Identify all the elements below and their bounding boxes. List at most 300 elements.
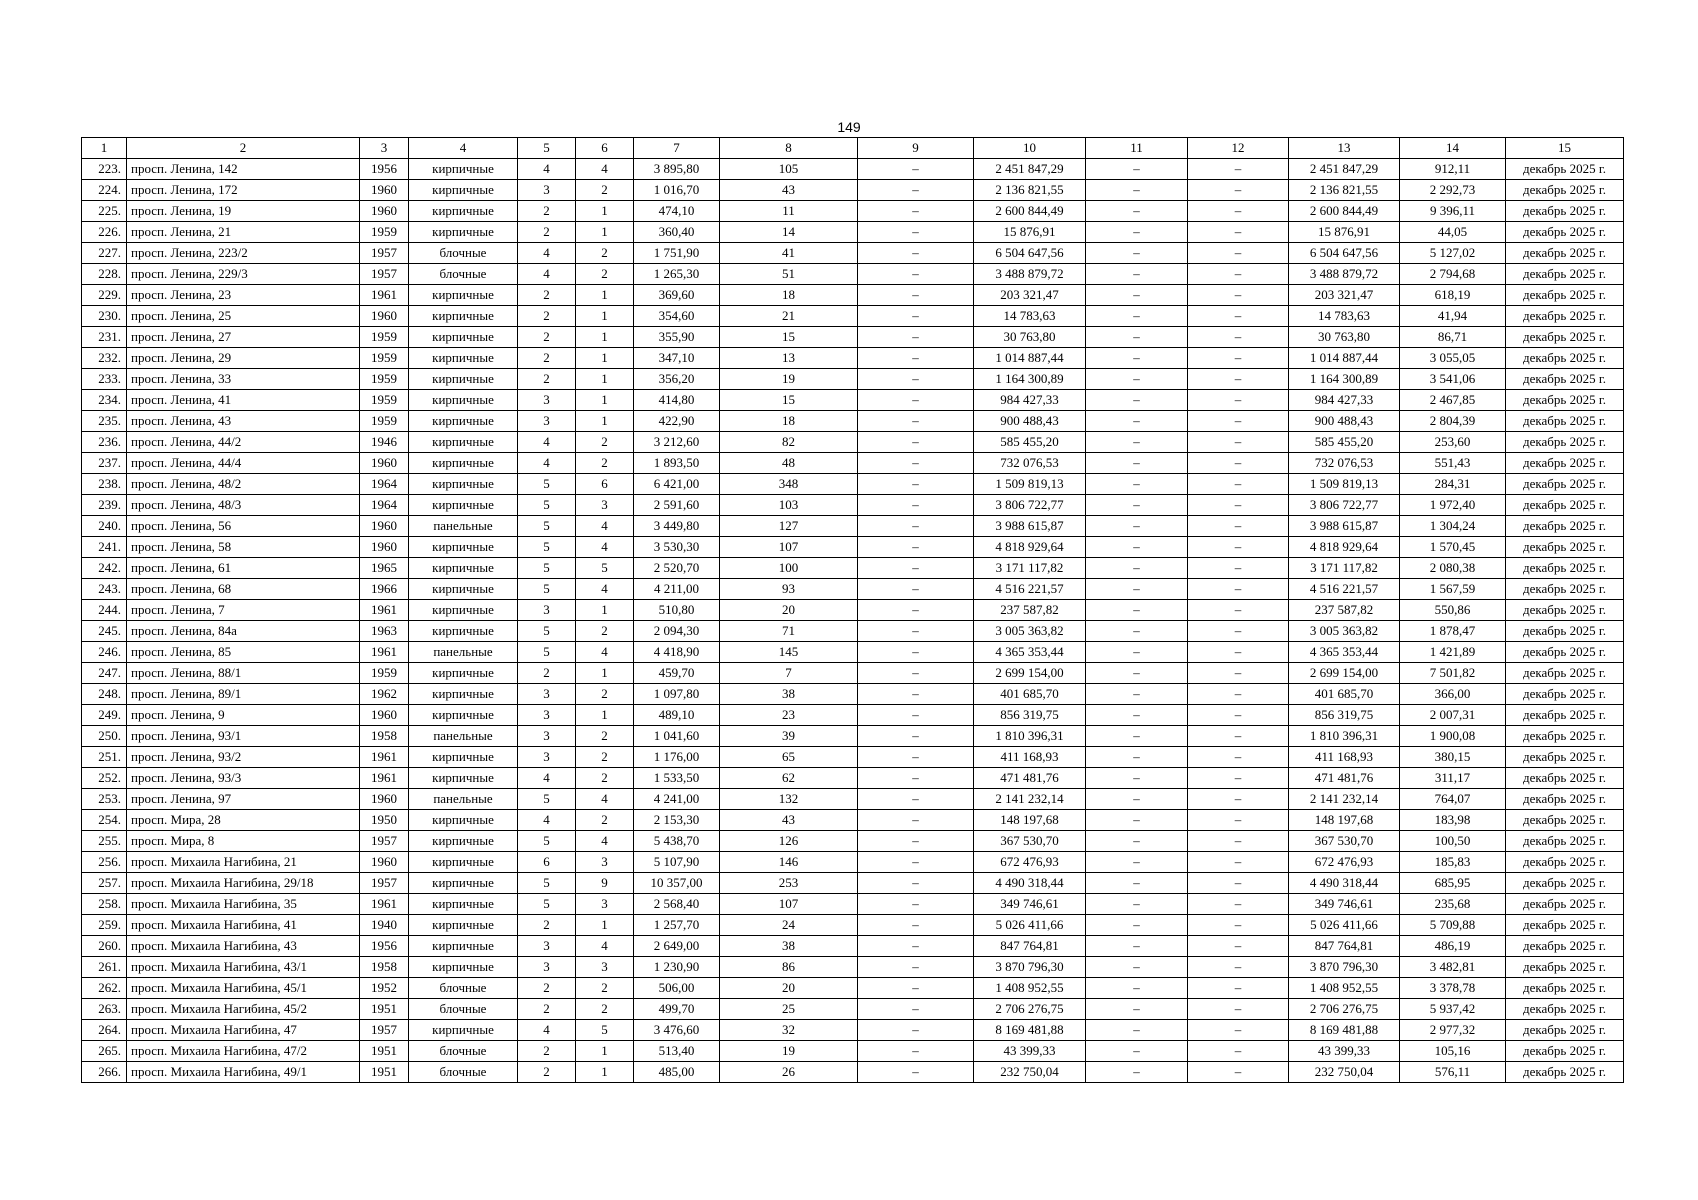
year-built-cell: 1958 [360,957,409,978]
entrances-cell: 2 [576,978,634,999]
entrances-cell: 4 [576,936,634,957]
floors-cell: 3 [518,957,576,978]
table-row [82,999,1624,1020]
wall-material-cell: панельные [409,642,518,663]
entrances-cell: 1 [576,201,634,222]
value-col-11-cell: – [1086,747,1188,768]
wall-material-cell: блочные [409,243,518,264]
deadline-cell: декабрь 2025 г. [1506,810,1624,831]
address-cell: просп. Ленина, 85 [127,642,360,663]
deadline-cell: декабрь 2025 г. [1506,159,1624,180]
value-col-12-cell: – [1188,936,1289,957]
value-col-10-cell: 2 451 847,29 [974,159,1086,180]
value-col-10-cell: 1 408 952,55 [974,978,1086,999]
residents-cell: 93 [720,579,858,600]
floors-cell: 5 [518,516,576,537]
wall-material-cell: кирпичные [409,495,518,516]
total-area-cell: 1 016,70 [634,180,720,201]
value-col-13-cell: 471 481,76 [1289,768,1400,789]
deadline-cell: декабрь 2025 г. [1506,768,1624,789]
value-col-14-cell: 1 900,08 [1400,726,1506,747]
year-built-cell: 1961 [360,747,409,768]
value-col-9-cell: – [858,390,974,411]
residents-cell: 13 [720,348,858,369]
entrances-cell: 2 [576,180,634,201]
row-number-cell: 243. [82,579,127,600]
value-col-9-cell: – [858,810,974,831]
floors-cell: 6 [518,852,576,873]
value-col-14-cell: 551,43 [1400,453,1506,474]
wall-material-cell: кирпичные [409,159,518,180]
year-built-cell: 1959 [360,663,409,684]
column-header: 12 [1188,138,1289,159]
value-col-12-cell: – [1188,579,1289,600]
entrances-cell: 2 [576,999,634,1020]
value-col-14-cell: 41,94 [1400,306,1506,327]
wall-material-cell: панельные [409,516,518,537]
wall-material-cell: кирпичные [409,873,518,894]
value-col-12-cell: – [1188,180,1289,201]
value-col-12-cell: – [1188,348,1289,369]
page-number: 149 [837,119,861,135]
floors-cell: 3 [518,180,576,201]
address-cell: просп. Ленина, 23 [127,285,360,306]
entrances-cell: 4 [576,789,634,810]
year-built-cell: 1961 [360,894,409,915]
value-col-10-cell: 1 509 819,13 [974,474,1086,495]
address-cell: просп. Ленина, 68 [127,579,360,600]
value-col-11-cell: – [1086,327,1188,348]
total-area-cell: 369,60 [634,285,720,306]
wall-material-cell: блочные [409,999,518,1020]
value-col-14-cell: 550,86 [1400,600,1506,621]
column-header: 4 [409,138,518,159]
deadline-cell: декабрь 2025 г. [1506,243,1624,264]
total-area-cell: 3 449,80 [634,516,720,537]
value-col-12-cell: – [1188,390,1289,411]
value-col-9-cell: – [858,201,974,222]
year-built-cell: 1961 [360,642,409,663]
residents-cell: 26 [720,1062,858,1083]
value-col-11-cell: – [1086,222,1188,243]
value-col-12-cell: – [1188,978,1289,999]
value-col-10-cell: 3 806 722,77 [974,495,1086,516]
residents-cell: 15 [720,327,858,348]
wall-material-cell: кирпичные [409,411,518,432]
value-col-14-cell: 1 567,59 [1400,579,1506,600]
address-cell: просп. Михаила Нагибина, 47 [127,1020,360,1041]
value-col-12-cell: – [1188,915,1289,936]
table-row [82,390,1624,411]
floors-cell: 5 [518,894,576,915]
entrances-cell: 1 [576,1041,634,1062]
table-row [82,726,1624,747]
wall-material-cell: кирпичные [409,537,518,558]
deadline-cell: декабрь 2025 г. [1506,915,1624,936]
wall-material-cell: кирпичные [409,1020,518,1041]
value-col-11-cell: – [1086,159,1188,180]
entrances-cell: 1 [576,1062,634,1083]
entrances-cell: 1 [576,306,634,327]
value-col-10-cell: 1 164 300,89 [974,369,1086,390]
deadline-cell: декабрь 2025 г. [1506,369,1624,390]
entrances-cell: 2 [576,768,634,789]
value-col-10-cell: 5 026 411,66 [974,915,1086,936]
value-col-11-cell: – [1086,789,1188,810]
table-row [82,978,1624,999]
value-col-9-cell: – [858,243,974,264]
value-col-14-cell: 105,16 [1400,1041,1506,1062]
table-row [82,936,1624,957]
table-row [82,873,1624,894]
table-row [82,768,1624,789]
total-area-cell: 422,90 [634,411,720,432]
year-built-cell: 1964 [360,474,409,495]
address-cell: просп. Ленина, 93/1 [127,726,360,747]
floors-cell: 2 [518,663,576,684]
value-col-14-cell: 1 570,45 [1400,537,1506,558]
address-cell: просп. Михаила Нагибина, 35 [127,894,360,915]
floors-cell: 3 [518,411,576,432]
table-row [82,621,1624,642]
table-row [82,894,1624,915]
entrances-cell: 1 [576,369,634,390]
floors-cell: 2 [518,999,576,1020]
entrances-cell: 2 [576,264,634,285]
deadline-cell: декабрь 2025 г. [1506,537,1624,558]
address-cell: просп. Ленина, 7 [127,600,360,621]
row-number-cell: 235. [82,411,127,432]
year-built-cell: 1966 [360,579,409,600]
residents-cell: 105 [720,159,858,180]
value-col-9-cell: – [858,1062,974,1083]
address-cell: просп. Михаила Нагибина, 45/2 [127,999,360,1020]
value-col-12-cell: – [1188,831,1289,852]
residents-cell: 24 [720,915,858,936]
value-col-12-cell: – [1188,264,1289,285]
total-area-cell: 355,90 [634,327,720,348]
total-area-cell: 5 438,70 [634,831,720,852]
deadline-cell: декабрь 2025 г. [1506,873,1624,894]
value-col-11-cell: – [1086,411,1188,432]
residents-cell: 132 [720,789,858,810]
deadline-cell: декабрь 2025 г. [1506,936,1624,957]
row-number-cell: 232. [82,348,127,369]
value-col-14-cell: 3 482,81 [1400,957,1506,978]
entrances-cell: 3 [576,852,634,873]
row-number-cell: 250. [82,726,127,747]
wall-material-cell: кирпичные [409,180,518,201]
row-number-cell: 245. [82,621,127,642]
address-cell: просп. Ленина, 27 [127,327,360,348]
row-number-cell: 242. [82,558,127,579]
total-area-cell: 1 230,90 [634,957,720,978]
entrances-cell: 1 [576,390,634,411]
value-col-9-cell: – [858,768,974,789]
wall-material-cell: кирпичные [409,705,518,726]
value-col-10-cell: 3 988 615,87 [974,516,1086,537]
value-col-12-cell: – [1188,600,1289,621]
address-cell: просп. Ленина, 89/1 [127,684,360,705]
floors-cell: 5 [518,642,576,663]
year-built-cell: 1963 [360,621,409,642]
value-col-12-cell: – [1188,810,1289,831]
value-col-12-cell: – [1188,1041,1289,1062]
total-area-cell: 5 107,90 [634,852,720,873]
value-col-13-cell: 5 026 411,66 [1289,915,1400,936]
value-col-14-cell: 486,19 [1400,936,1506,957]
address-cell: просп. Ленина, 44/4 [127,453,360,474]
value-col-10-cell: 411 168,93 [974,747,1086,768]
deadline-cell: декабрь 2025 г. [1506,222,1624,243]
row-number-cell: 263. [82,999,127,1020]
wall-material-cell: кирпичные [409,558,518,579]
value-col-12-cell: – [1188,852,1289,873]
value-col-9-cell: – [858,432,974,453]
value-col-9-cell: – [858,474,974,495]
value-col-11-cell: – [1086,264,1188,285]
total-area-cell: 510,80 [634,600,720,621]
year-built-cell: 1961 [360,285,409,306]
value-col-13-cell: 411 168,93 [1289,747,1400,768]
value-col-9-cell: – [858,285,974,306]
value-col-10-cell: 30 763,80 [974,327,1086,348]
address-cell: просп. Ленина, 61 [127,558,360,579]
value-col-14-cell: 1 304,24 [1400,516,1506,537]
entrances-cell: 4 [576,579,634,600]
value-col-14-cell: 2 794,68 [1400,264,1506,285]
value-col-9-cell: – [858,516,974,537]
floors-cell: 5 [518,537,576,558]
deadline-cell: декабрь 2025 г. [1506,285,1624,306]
row-number-cell: 244. [82,600,127,621]
value-col-9-cell: – [858,852,974,873]
column-header: 3 [360,138,409,159]
value-col-12-cell: – [1188,558,1289,579]
wall-material-cell: кирпичные [409,894,518,915]
year-built-cell: 1959 [360,348,409,369]
address-cell: просп. Ленина, 88/1 [127,663,360,684]
address-cell: просп. Мира, 28 [127,810,360,831]
value-col-14-cell: 2 804,39 [1400,411,1506,432]
residents-cell: 25 [720,999,858,1020]
value-col-11-cell: – [1086,999,1188,1020]
value-col-10-cell: 349 746,61 [974,894,1086,915]
value-col-10-cell: 3 870 796,30 [974,957,1086,978]
address-cell: просп. Ленина, 48/3 [127,495,360,516]
value-col-13-cell: 3 171 117,82 [1289,558,1400,579]
table-row [82,411,1624,432]
value-col-12-cell: – [1188,222,1289,243]
value-col-12-cell: – [1188,453,1289,474]
value-col-14-cell: 284,31 [1400,474,1506,495]
residents-cell: 71 [720,621,858,642]
total-area-cell: 6 421,00 [634,474,720,495]
total-area-cell: 3 895,80 [634,159,720,180]
deadline-cell: декабрь 2025 г. [1506,999,1624,1020]
value-col-13-cell: 3 005 363,82 [1289,621,1400,642]
value-col-13-cell: 367 530,70 [1289,831,1400,852]
wall-material-cell: блочные [409,978,518,999]
value-col-13-cell: 232 750,04 [1289,1062,1400,1083]
value-col-14-cell: 576,11 [1400,1062,1506,1083]
year-built-cell: 1957 [360,1020,409,1041]
wall-material-cell: кирпичные [409,810,518,831]
row-number-cell: 228. [82,264,127,285]
row-number-cell: 261. [82,957,127,978]
total-area-cell: 1 257,70 [634,915,720,936]
value-col-9-cell: – [858,264,974,285]
deadline-cell: декабрь 2025 г. [1506,705,1624,726]
value-col-9-cell: – [858,348,974,369]
table-row [82,537,1624,558]
value-col-11-cell: – [1086,957,1188,978]
wall-material-cell: кирпичные [409,915,518,936]
value-col-11-cell: – [1086,1020,1188,1041]
value-col-14-cell: 2 080,38 [1400,558,1506,579]
value-col-14-cell: 185,83 [1400,852,1506,873]
residents-cell: 48 [720,453,858,474]
table-row [82,579,1624,600]
row-number-cell: 240. [82,516,127,537]
table-row [82,642,1624,663]
value-col-11-cell: – [1086,600,1188,621]
row-number-cell: 260. [82,936,127,957]
year-built-cell: 1960 [360,705,409,726]
value-col-9-cell: – [858,495,974,516]
year-built-cell: 1960 [360,789,409,810]
year-built-cell: 1940 [360,915,409,936]
address-cell: просп. Ленина, 43 [127,411,360,432]
year-built-cell: 1961 [360,768,409,789]
address-cell: просп. Ленина, 223/2 [127,243,360,264]
value-col-13-cell: 4 818 929,64 [1289,537,1400,558]
row-number-cell: 251. [82,747,127,768]
deadline-cell: декабрь 2025 г. [1506,411,1624,432]
value-col-12-cell: – [1188,1062,1289,1083]
value-col-9-cell: – [858,1041,974,1062]
address-cell: просп. Михаила Нагибина, 43/1 [127,957,360,978]
value-col-11-cell: – [1086,495,1188,516]
entrances-cell: 6 [576,474,634,495]
table-row [82,810,1624,831]
wall-material-cell: кирпичные [409,936,518,957]
residents-cell: 43 [720,810,858,831]
address-cell: просп. Ленина, 41 [127,390,360,411]
value-col-10-cell: 900 488,43 [974,411,1086,432]
address-cell: просп. Ленина, 172 [127,180,360,201]
value-col-11-cell: – [1086,663,1188,684]
value-col-11-cell: – [1086,621,1188,642]
wall-material-cell: блочные [409,1062,518,1083]
total-area-cell: 3 212,60 [634,432,720,453]
value-col-14-cell: 183,98 [1400,810,1506,831]
total-area-cell: 2 649,00 [634,936,720,957]
value-col-12-cell: – [1188,621,1289,642]
deadline-cell: декабрь 2025 г. [1506,852,1624,873]
year-built-cell: 1956 [360,159,409,180]
address-cell: просп. Михаила Нагибина, 47/2 [127,1041,360,1062]
floors-cell: 2 [518,915,576,936]
year-built-cell: 1957 [360,243,409,264]
floors-cell: 5 [518,621,576,642]
deadline-cell: декабрь 2025 г. [1506,453,1624,474]
deadline-cell: декабрь 2025 г. [1506,957,1624,978]
value-col-10-cell: 732 076,53 [974,453,1086,474]
wall-material-cell: кирпичные [409,390,518,411]
year-built-cell: 1951 [360,1062,409,1083]
address-cell: просп. Ленина, 9 [127,705,360,726]
floors-cell: 2 [518,222,576,243]
row-number-cell: 246. [82,642,127,663]
floors-cell: 2 [518,348,576,369]
deadline-cell: декабрь 2025 г. [1506,726,1624,747]
total-area-cell: 354,60 [634,306,720,327]
value-col-10-cell: 847 764,81 [974,936,1086,957]
deadline-cell: декабрь 2025 г. [1506,831,1624,852]
entrances-cell: 1 [576,327,634,348]
value-col-10-cell: 2 699 154,00 [974,663,1086,684]
row-number-cell: 254. [82,810,127,831]
value-col-14-cell: 685,95 [1400,873,1506,894]
total-area-cell: 1 751,90 [634,243,720,264]
wall-material-cell: панельные [409,789,518,810]
value-col-14-cell: 5 937,42 [1400,999,1506,1020]
entrances-cell: 4 [576,516,634,537]
value-col-13-cell: 2 451 847,29 [1289,159,1400,180]
value-col-12-cell: – [1188,663,1289,684]
row-number-cell: 257. [82,873,127,894]
address-cell: просп. Ленина, 48/2 [127,474,360,495]
row-number-cell: 266. [82,1062,127,1083]
wall-material-cell: кирпичные [409,327,518,348]
wall-material-cell: кирпичные [409,453,518,474]
value-col-14-cell: 3 378,78 [1400,978,1506,999]
value-col-13-cell: 2 600 844,49 [1289,201,1400,222]
value-col-13-cell: 856 319,75 [1289,705,1400,726]
floors-cell: 2 [518,327,576,348]
header-row [82,138,1624,159]
address-cell: просп. Михаила Нагибина, 41 [127,915,360,936]
row-number-cell: 234. [82,390,127,411]
value-col-12-cell: – [1188,327,1289,348]
column-header: 15 [1506,138,1624,159]
total-area-cell: 513,40 [634,1041,720,1062]
row-number-cell: 264. [82,1020,127,1041]
residents-cell: 15 [720,390,858,411]
row-number-cell: 223. [82,159,127,180]
deadline-cell: декабрь 2025 г. [1506,600,1624,621]
entrances-cell: 2 [576,726,634,747]
address-cell: просп. Ленина, 19 [127,201,360,222]
residents-cell: 82 [720,432,858,453]
value-col-11-cell: – [1086,201,1188,222]
column-header: 7 [634,138,720,159]
floors-cell: 5 [518,495,576,516]
total-area-cell: 1 097,80 [634,684,720,705]
value-col-11-cell: – [1086,285,1188,306]
value-col-13-cell: 732 076,53 [1289,453,1400,474]
value-col-14-cell: 1 972,40 [1400,495,1506,516]
address-cell: просп. Ленина, 93/2 [127,747,360,768]
total-area-cell: 1 265,30 [634,264,720,285]
entrances-cell: 1 [576,411,634,432]
deadline-cell: декабрь 2025 г. [1506,390,1624,411]
value-col-9-cell: – [858,222,974,243]
residents-cell: 86 [720,957,858,978]
value-col-11-cell: – [1086,558,1188,579]
floors-cell: 4 [518,432,576,453]
